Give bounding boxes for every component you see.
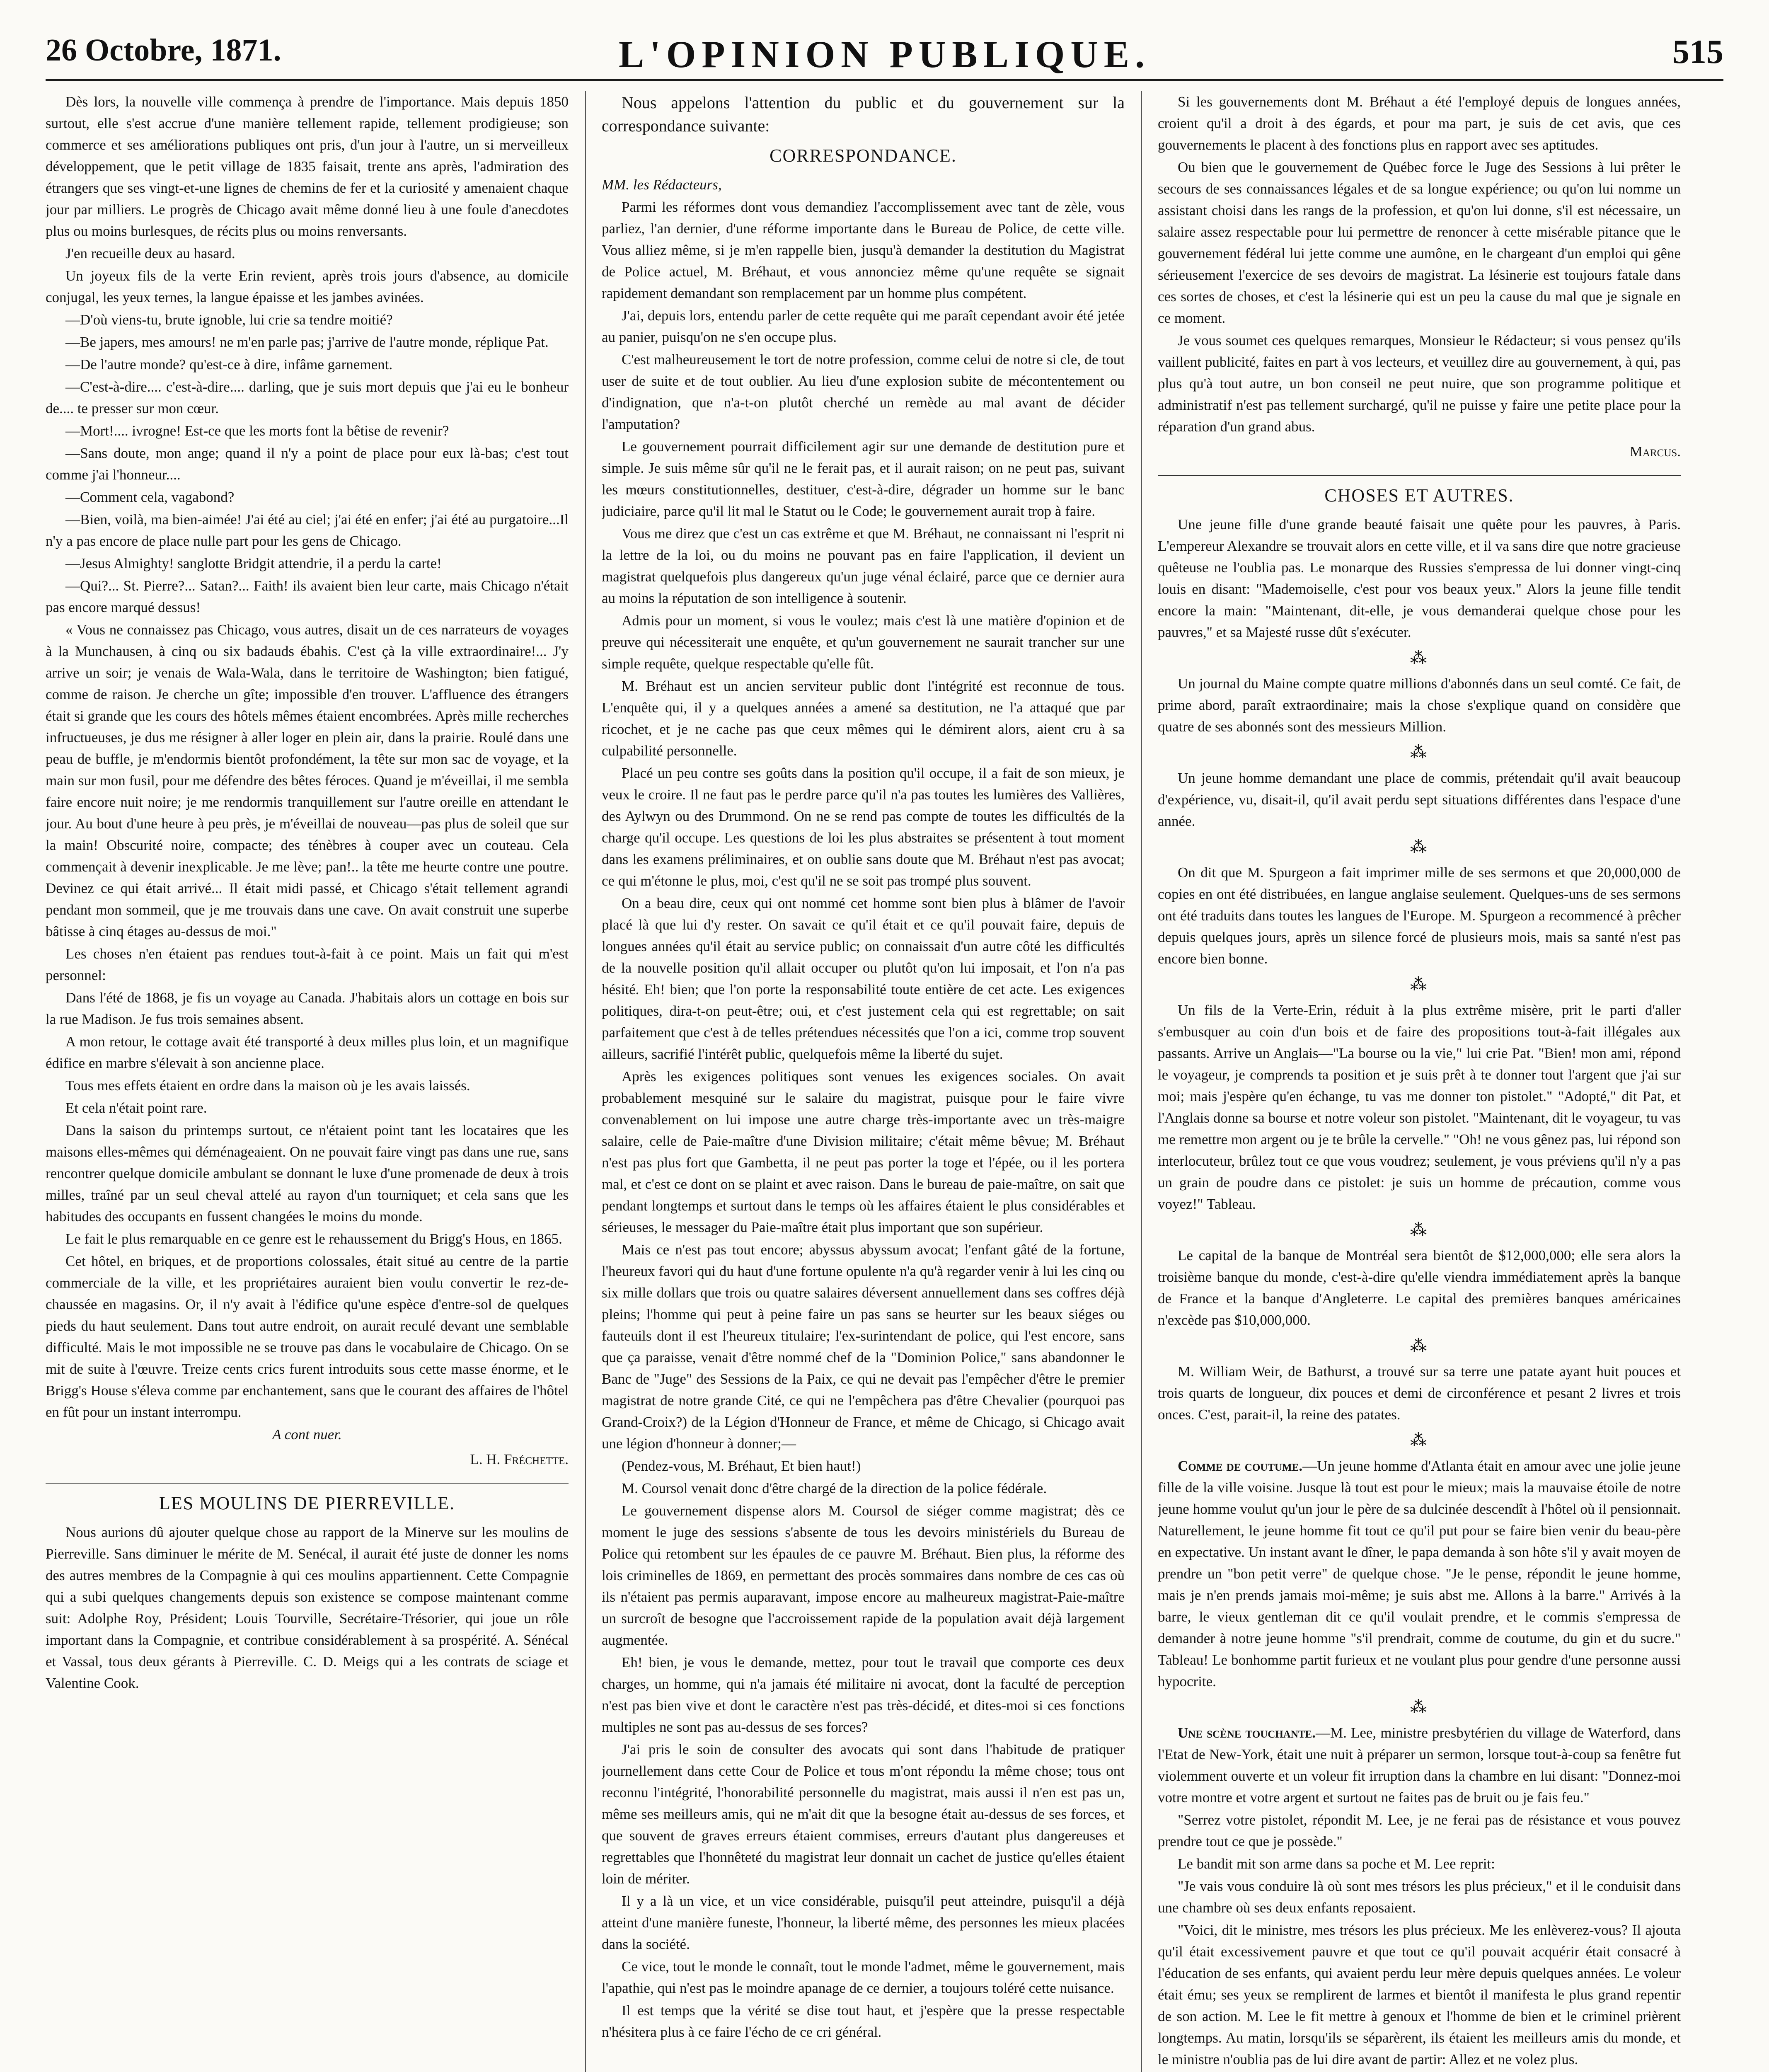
paragraph: Eh! bien, je vous le demande, mettez, pour tout le travail que comporte ces deux charges, un homme, qui n'a jamais été militaire ni avocat, dont la faculté de perception n'est pas bien vive et dont le caractère n'est pas très-décidé, et dites-moi si ces fonctions multiples ne sont pas au-dessus de ses forces? xyxy=(602,1654,1125,1735)
paragraph: —Mort!.... ivrogne! Est-ce que les morts font la bêtise de revenir? xyxy=(65,423,449,439)
news-item: Un journal du Maine compte quatre millions d'abonnés dans un seul comté. Ce fait, de prime abord, paraît extraordinaire; mais la chose s'explique quand on considère que quatre de ses abonnés sont des messieurs Million. xyxy=(1158,675,1681,735)
asterism: ⁂ xyxy=(1410,1431,1428,1450)
letter-salutation: MM. les Rédacteurs, xyxy=(602,177,722,193)
paragraph: (Pendez-vous, M. Bréhaut, Et bien haut!) xyxy=(622,1458,861,1474)
paragraph: —Comment cela, vagabond? xyxy=(65,489,235,505)
comme-item xyxy=(1158,1455,1681,1692)
paragraph: Dans la saison du printemps surtout, ce n'étaient point tant les locataires que les maisons elles-mêmes qui déménageaient. On ne pouvait faire vingt pas dans une rue, sans rencontrer quelque domicile ambulant se donnant le luxe d'une promenade de deux à trois milles, traîné par un seul cheval attelé au rayon d'un tourniquet; et cela sans que les habitudes des occupants en fussent changées le moins du monde. xyxy=(46,1122,569,1225)
item-text: —Un jeune homme d'Atlanta était en amour avec une jolie jeune fille de la ville voisine. Jusque là tout est pour le mieux; mais la mauvaise étoile de notre jeune homme voulut qu'un jour le père de sa dulcinée descendît à l'hôtel où il pensionnait. Naturellement, le jeune homme fit tout ce qu'il put pour se faire bien venir du beau-père en expectative. Un instant avant le dîner, le papa demanda à son hôte s'il y avait moyen de prendre un "bon petit verre" de quelque chose. "Je le pense, répondit le jeune homme, mais je n'en prends jamais moi-même; je suis abst me. Allons à la barre." Arrivés à la barre, le vieux gentleman dit ce qu'il voulait prendre, et le commis s'empressa de demander à notre jeune homme "s'il prendrait, comme de coutume, du gin et du sucre." Tableau! Le bonhomme partit furieux et ne voulant plus pour gendre d'une personne aussi hypocrite. xyxy=(1158,1458,1681,1690)
asterism: ⁂ xyxy=(1410,1220,1428,1239)
paragraph: Ce vice, tout le monde le connaît, tout le monde l'admet, même le gouvernement, mais l'apathie, qui n'est pas le moindre apanage de ce dernier, a toujours toléré cette nuisance. xyxy=(602,1958,1125,1996)
news-item: Une jeune fille d'une grande beauté faisait une quête pour les pauvres, à Paris. L'empereur Alexandre se trouvait alors en cette ville, et il va sans dire que notre gracieuse quêteuse ne l'oublia pas. Le monarque des Russies s'empressa de lui donner vingt-cinq louis en disant: "Mademoiselle, c'est pour vos beaux yeux." Alors la jeune fille tendit encore la main: "Maintenant, dit-elle, je vous demanderai quelque chose pour les pauvres," et sa Majesté russe dût s'exécuter. xyxy=(1158,516,1681,640)
paragraph: —Sans doute, mon ange; quand il n'y a point de place pour eux là-bas; c'est tout comme j'ai l'honneur.... xyxy=(46,445,569,483)
page-number: 515 xyxy=(1672,33,1723,70)
choses-heading: CHOSES ET AUTRES. xyxy=(1158,475,1681,506)
page-header xyxy=(46,17,1723,81)
correspondence-letter xyxy=(602,196,1125,2043)
column-rule xyxy=(1141,91,1142,2072)
paragraph: Tous mes effets étaient en ordre dans la maison où je les avais laissés. xyxy=(65,1077,470,1094)
paragraph: Parmi les réformes dont vous demandiez l'accomplissement avec tant de zèle, vous parliez, l'an dernier, d'une réforme importante dans le Bureau de Police, de cette ville. Vous alliez même, si je m'en rappelle bien, jusqu'à demander la destitution du Magistrat de Police actuel, M. Bréhaut, et vous annonciez même qu'une requête se signait rapidement demandant son remplacement par un homme plus compétent. xyxy=(602,199,1125,301)
paragraph: J'ai pris le soin de consulter des avocats qui sont dans l'habitude de pratiquer journellement dans cette Cour de Police et tous m'ont répondu la même chose; tous ont reconnu l'intégrité, l'honorabilité personnelle du magistrat, mais aussi il n'en est pas un, même ses meilleurs amis, qui ne m'ait dit que la besogne était au-dessus de ses forces, et que souvent de graves erreurs étaient commises, erreurs d'autant plus dangereuses et regrettables que l'honnêteté du magistrat leur donnait un cachet de justice qu'elles étaient loin de mériter. xyxy=(602,1741,1125,1887)
news-item: On dit que M. Spurgeon a fait imprimer mille de ses sermons et que 20,000,000 de copies en ont été distribuées, en langue anglaise seulement. Quelques-uns de ses sermons ont été traduits dans toutes les langues de l'Europe. M. Spurgeon a recommencé à prêcher depuis quelques jours, après un silence forcé de plusieurs mois, mais sa santé n'est pas encore bien bonne. xyxy=(1158,864,1681,967)
asterism: ⁂ xyxy=(1410,975,1428,994)
paragraph: —Jesus Almighty! sanglotte Bridgit attendrie, il a perdu la carte! xyxy=(65,555,442,571)
continued-note: A cont nuer. xyxy=(272,1426,342,1443)
correspondence-intro: Nous appelons l'attention du public et du gouvernement sur la correspondance suivante: xyxy=(602,93,1125,135)
paragraph: Placé un peu contre ses goûts dans la position qu'il occupe, il a fait de son mieux, je veux le croire. Il ne faut pas le perdre parce qu'il n'a pas toutes les lumières des Vallières, des Aylwyn ou des Drummond. On ne se rend pas compte de toutes les difficultés de la charge qu'il occupe. Les questions de loi les plus abstraites se présentent à tout moment dans les examens préliminaires, et on oublie sans doute que M. Bréhaut n'est pas avocat; ce qui m'étonne le plus, moi, c'est qu'il ne se soit pas trompé plus souvent. xyxy=(602,765,1125,889)
paragraph: —Be japers, mes amours! ne m'en parle pas; j'arrive de l'autre monde, réplique Pat. xyxy=(65,334,549,350)
scene-paragraph: "Serrez votre pistolet, répondit M. Lee, je ne ferai pas de résistance et vous pouvez prendre tout ce que je possède." xyxy=(1158,1812,1681,1849)
paragraph: M. Bréhaut est un ancien serviteur public dont l'intégrité est reconnue de tous. L'enquête qui, il y a quelques années a amené sa destitution, ne l'a attaqué que par ricochet, et je ne cache pas que ceux mêmes qui le démirent alors, aient cru à sa culpabilité personnelle. xyxy=(602,678,1125,759)
paragraph: A mon retour, le cottage avait été transporté à deux milles plus loin, et un magnifique édifice en marbre s'élevait à son ancienne place. xyxy=(46,1034,569,1071)
scene-paragraph: "Voici, dit le ministre, mes trésors les plus précieux. Me les enlèverez-vous? Il ajouta qu'il était excessivement pauvre et que tout ce qu'il pouvait acquérir était consacré à l'éducation de ses enfants, qui avaient perdu leur mère depuis quelques années. Le voleur était ému; ses yeux se remplirent de larmes et bientôt il manifesta le plus grand repentir de son action. M. Lee le fit mettre à genoux et l'homme de bien et le criminel prièrent longtemps. Au matin, lorsqu'ils se séparèrent, ils étaient les meilleurs amis du monde, et le ministre n'oublia pas de lui dire avant de partir: Allez et ne volez plus. xyxy=(1158,1922,1681,2067)
paragraph: Vous me direz que c'est un cas extrême et que M. Bréhaut, ne connaissant ni l'esprit ni la lettre de la loi, ou du moins ne pouvant pas en faire l'application, il devient un magistrat quelquefois plus dangereux qu'un juge vénal éclairé, parce que ce dernier aura au moins la réputation de son intelligence à soutenir. xyxy=(602,525,1125,606)
paragraph: Le gouvernement dispense alors M. Coursol de siéger comme magistrat; dès ce moment le juge des sessions s'absente de tous les devoirs ministériels du Bureau de Police qui retombent sur les épaules de ce pauvre M. Bréhaut. Bien plus, la réforme des lois criminelles de 1869, en permettant des procès sommaires dans nombre de ces cas où ils n'étaient pas permis auparavant, impose encore au malheureux magistrat-Paie-maître un surcroît de besogne que l'accroissement rapide de la population avait déjà largement augmentée. xyxy=(602,1503,1125,1648)
column-2 xyxy=(602,91,1125,2072)
article-signature: L. H. Fréchette. xyxy=(470,1451,569,1467)
asterism: ⁂ xyxy=(1410,649,1428,667)
paragraph: Il y a là un vice, et un vice considérable, puisqu'il peut atteindre, puisqu'il a déjà atteint d'une manière funeste, l'honneur, la liberté même, des personnes les mieux placées dans la société. xyxy=(602,1893,1125,1952)
paragraph: —De l'autre monde? qu'est-ce à dire, infâme garnement. xyxy=(65,356,393,373)
paragraph: Ou bien que le gouvernement de Québec force le Juge des Sessions à lui prêter le secours de ses connaissances légales et de sa longue expérience; ou qu'on lui nomme un assistant choisi dans les rangs de la profession, et qu'on lui donne, s'il est nécessaire, un salaire assez respectable pour lui permettre de renoncer à cette misérable pitance que le gouvernement fédéral lui jette comme une aumône, en le chargeant d'un emploi qui gêne sérieusement l'exercice de ses devoirs de magistrat. La lésinerie est toujours fatale dans ces sortes de choses, et c'est la lésinerie qui est un peu la cause du mal que je signale en ce moment. xyxy=(1158,159,1681,326)
item-text: —M. Lee, ministre presbytérien du village de Waterford, dans l'Etat de New-York, était une nuit à préparer un sermon, lorsque tout-à-coup sa fenêtre fut violemment ouverte et un voleur fit irruption dans la chambre en lui disant: "Donnez-moi votre montre et votre argent et surtout ne faites pas de bruit ou je fais feu." xyxy=(1158,1725,1681,1806)
asterism: ⁂ xyxy=(1410,838,1428,856)
columns xyxy=(46,91,1723,2072)
correspondence-heading: CORRESPONDANCE. xyxy=(770,145,957,166)
paragraph: On a beau dire, ceux qui ont nommé cet homme sont bien plus à blâmer de l'avoir placé là que lui d'y rester. On savait ce qu'il était et ce qu'il pouvait faire, depuis de longues années qu'il était au service public; on connaissait d'un autre côté les difficultés de la nouvelle position qu'il allait occuper ou plutôt qu'on lui imposait, et l'on n'a pas hésité. Eh! bien; que l'on porte la responsabilité toute entière de cet acte. Les exigences politiques, dira-t-on peut-être; oui, et c'est justement cela qui est regrettable; on sait parfaitement que c'est à de telles prétendues nécessités que l'on a ici, comme trop souvent ailleurs, sacrifié l'intérêt public, quelquefois même la liberté du sujet. xyxy=(602,895,1125,1062)
paragraph: Un joyeux fils de la verte Erin revient, après trois jours d'absence, au domicile conjugal, les yeux ternes, la langue épaisse et les jambes avinées. xyxy=(46,268,569,305)
paragraph: Et cela n'était point rare. xyxy=(65,1100,207,1116)
paragraph: Mais ce n'est pas tout encore; abyssus abyssum avocat; l'enfant gâté de la fortune, l'heureux favori qui du haut d'une fortune opulente n'a qu'à regarder venir à lui les cinq ou six mille dollars que trois ou quatre salaires déversent annuellement dans ses coffres déjà pleins; l'homme qui peut à peine faire un pas sans se heurter sur les beaux siéges ou fauteuils dont il est l'heureux titulaire; l'ex-surintendant de police, qui l'est encore, sans que ça paraisse, venait d'être nommé chef de la "Dominion Police," sans abandonner le Banc de "Juge" des Sessions de la Paix, ce qui ne devait pas l'empêcher d'être le premier magistrat de notre grande Cité, ce qui ne l'empêchera pas d'être Chevalier (pourquoi pas Grand-Croix?) de la Légion d'Honneur de France, et même de Chicago, si Chicago avait une légion d'honneur à donner;— xyxy=(602,1242,1125,1452)
scene-item xyxy=(1158,1722,1681,2070)
column-rule xyxy=(585,91,586,2072)
asterism: ⁂ xyxy=(1410,1698,1428,1716)
paragraph: Je vous soumet ces quelques remarques, Monsieur le Rédacteur; si vous pensez qu'ils vaillent publicité, faites en part à vos lecteurs, et veuillez dire au gouvernement, à qui, pas plus qu'à tout autre, un bon conseil ne peut nuire, que son programme politique et administratif n'est pas tellement surchargé, qu'il ne puisse y faire une petite place pour la réparation d'un grand abus. xyxy=(1158,332,1681,435)
item-kicker: Une scène touchante. xyxy=(1178,1725,1316,1741)
paragraph: C'est malheureusement le tort de notre profession, comme celui de notre si cle, de tout user de suite et de tout oublier. Au lieu d'une explosion subite de mécontentement ou d'indignation, que n'a-t-on plutôt cherché un remède au mal avant de décider l'amputation? xyxy=(602,351,1125,432)
paragraph: Cet hôtel, en briques, et de proportions colossales, était situé au centre de la partie commerciale de la ville, et les propriétaires auraient bien voulu convertir le rez-de-chaussée en magasins. Or, il n'y avait à l'édifice qu'une espèce d'entre-sol de quelques pieds du haut seulement. Dans tout autre endroit, on aurait reculé devant une semblable difficulté. Mais le mot impossible ne se trouve pas dans le vocabulaire de Chicago. On se mit de suite à l'œuvre. Treize cents crics furent introduits sous cette masse énorme, et le Brigg's House s'éleva comme par enchantement, sans que le courant des affaires de l'hôtel en fût pour un instant interrompu. xyxy=(46,1253,569,1420)
chicago-article xyxy=(46,91,569,1423)
letter-conclusion xyxy=(1158,91,1681,438)
paragraph: Admis pour un moment, si vous le voulez; mais c'est là une matière d'opinion et de preuve qui nécessiterait une enquête, et qu'un gouvernement ne saurait trancher sur une simple requête, quelque respectable qu'elle fût. xyxy=(602,612,1125,672)
paragraph: Si les gouvernements dont M. Bréhaut a été l'employé depuis de longues années, croient qu'il a droit à des égards, et pour ma part, je suis de cet avis, que ces gouvernements le placent à des fonctions plus en rapport avec ses aptitudes. xyxy=(1158,94,1681,153)
moulins-paragraph: Nous aurions dû ajouter quelque chose au rapport de la Minerve sur les moulins de Pierreville. Sans diminuer le mérite de M. Senécal, il aurait été juste de donner les noms des autres membres de la Compagnie à qui ces moulins appartiennent. Cette Compagnie qui a subi quelques changements depuis son existence se compose maintenant comme suit: Adolphe Roy, Président; Louis Tourville, Secrétaire-Trésorier, qui joue un rôle important dans la Compagnie, et contribue considérablement à sa prospérité. A. Sénécal et Vassal, tous deux gérants à Pierreville. C. D. Meigs qui a les contrats de sciage et Valentine Cook. xyxy=(46,1524,569,1691)
news-item: Un jeune homme demandant une place de commis, prétendait qu'il avait beaucoup d'expérience, vu, disait-il, qu'il avait perdu sept situations différentes dans l'espace d'une année. xyxy=(1158,770,1681,829)
paragraph: —C'est-à-dire.... c'est-à-dire.... darling, que je suis mort depuis que j'ai eu le bonheur de.... te presser sur mon cœur. xyxy=(46,379,569,416)
paragraph: Les choses n'en étaient pas rendues tout-à-fait à ce point. Mais un fait qui m'est personnel: xyxy=(46,946,569,983)
paragraph: Le fait le plus remarquable en ce genre est le rehaussement du Brigg's Hous, en 1865. xyxy=(65,1231,562,1247)
column-3 xyxy=(1158,91,1681,2072)
news-items xyxy=(1158,514,1681,1426)
paragraph: Le gouvernement pourrait difficilement agir sur une demande de destitution pure et simple. Je suis même sûr qu'il ne le ferait pas, et il aurait raison; on ne peut pas, suivant les mœurs constitutionnelles, destituer, c'est-à-dire, dégrader un homme sur le banc judiciaire, parce qu'il lit mal le Statut ou le Code; le gouvernement aurait trop à faire. xyxy=(602,438,1125,519)
masthead-title: L'OPINION PUBLIQUE. xyxy=(618,33,1151,75)
issue-date: 26 Octobre, 1871. xyxy=(46,33,281,68)
letter-signature: Marcus. xyxy=(1629,443,1681,460)
paragraph: —Qui?... St. Pierre?... Satan?... Faith! ils avaient bien leur carte, mais Chicago n'était pas encore marqué dessus! xyxy=(46,578,569,615)
news-item: Le capital de la banque de Montréal sera bientôt de $12,000,000; elle sera alors la troisième banque du monde, c'est-à-dire qu'elle viendra immédiatement après la banque de France et la banque d'Angleterre. Le capital des premières banques américaines n'excède pas $10,000,000. xyxy=(1158,1247,1681,1328)
column-1 xyxy=(46,91,569,2072)
paragraph: —D'où viens-tu, brute ignoble, lui crie sa tendre moitié? xyxy=(65,312,393,328)
scene-paragraph: "Je vais vous conduire là où sont mes trésors les plus précieux," et il le conduisit dans une chambre où ses deux enfants reposaient. xyxy=(1158,1878,1681,1916)
news-item: Un fils de la Verte-Erin, réduit à la plus extrême misère, prit le parti d'aller s'embusquer au coin d'un bois et de faire des propositions tout-à-fait illégales aux passants. Arrive un Anglais—"La bourse ou la vie," lui crie Pat. "Bien! mon ami, répond le voyageur, je comprends ta position et je suis prêt à te donner tout l'argent que j'ai sur moi; mais j'espère qu'en échange, tu vas me donner ton pistolet." "Adopté," dit Pat, et l'Anglais donne sa bourse et notre voleur son pistolet. "Maintenant, dit le voyageur, tu vas me remettre mon argent ou je te brûle la cervelle." "Oh! ne vous gênez pas, lui répond son interlocuteur, brûlez tout ce que vous voudrez; seulement, je vous préviens qu'il n'y a pas un grain de poudre dans ce pistolet: je suis un homme de précaution, comme vous voyez!" Tableau. xyxy=(1158,1002,1681,1212)
moulins-heading: LES MOULINS DE PIERREVILLE. xyxy=(46,1483,569,1514)
paragraph: —Bien, voilà, ma bien-aimée! J'ai été au ciel; j'ai été en enfer; j'ai été au purgatoire...Il n'y a pas encore de place nulle part pour les gens de Chicago. xyxy=(46,511,569,549)
paragraph: M. Coursol venait donc d'être chargé de la direction de la police fédérale. xyxy=(622,1480,1047,1496)
paragraph: J'en recueille deux au hasard. xyxy=(65,245,235,261)
scene-paragraph: Le bandit mit son arme dans sa poche et M. Lee reprit: xyxy=(1178,1856,1495,1872)
asterism: ⁂ xyxy=(1410,743,1428,762)
asterism: ⁂ xyxy=(1410,1336,1428,1355)
news-item: M. William Weir, de Bathurst, a trouvé sur sa terre une patate ayant huit pouces et trois quarts de longueur, dix pouces et demi de circonférence et pesant 2 livres et trois onces. C'est, parait-il, la reine des patates. xyxy=(1158,1363,1681,1423)
paragraph: « Vous ne connaissez pas Chicago, vous autres, disait un de ces narrateurs de voyages à la Munchausen, à cinq ou six badauds ébahis. C'est çà la ville extraordinaire!... J'y arrive un soir; je venais de Wala-Wala, dans le territoire de Washington; bien fatigué, comme de raison. Je cherche un gîte; impossible d'en trouver. L'affluence des étrangers était si grande que les cours des hôtels mêmes étaient encombrées. Après mille recherches infructueuses, je dus me résigner à aller loger en plein air, dans la prairie. Roulé dans une peau de buffle, je m'endormis bientôt profondément, la tête sur mon sac de voyage, et la main sur mon fusil, pour me défendre des bêtes féroces. Quand je m'éveillai, il me sembla faire encore nuit noire; je me rendormis tranquillement sur l'autre oreille en attendant le jour. Au bout d'une heure à peu près, je m'éveillai de nouveau—pas plus de soleil que sur la main! Obscurité noire, compacte; des ténèbres à couper avec un couteau. Cela commençait à devenir inexplicable. Je me lève; pan!.. la tête me heurte contre une poutre. Devinez ce qui était arrivé... Il était midi passé, et Chicago s'était tellement agrandi pendant mon sommeil, que je me trouvais dans une cave. On avait construit une superbe bâtisse à cinq étages au-dessus de moi." xyxy=(46,622,569,939)
paragraph: Dès lors, la nouvelle ville commença à prendre de l'importance. Mais depuis 1850 surtout, elle s'est accrue d'une manière tellement rapide, tellement prodigieuse; son commerce et ses améliorations publiques ont pris, d'un jour à l'autre, un si merveilleux développement, que le petit village de 1835 faisait, trente ans après, l'admiration des étrangers que ses vingt-et-une lignes de chemins de fer et la curiosité y amenaient chaque jour par milliers. Le progrès de Chicago avait même donné lieu à une foule d'anecdotes plus ou moins burlesques, de récits plus ou moins renversants. xyxy=(46,94,569,239)
scene-paragraph xyxy=(1158,1722,1681,1808)
paragraph: Dans l'été de 1868, je fis un voyage au Canada. J'habitais alors un cottage en bois sur la rue Madison. Je fus trois semaines absent. xyxy=(46,990,569,1027)
paragraph: J'ai, depuis lors, entendu parler de cette requête qui me paraît cependant avoir été jetée au panier, puisqu'on ne s'en occupe plus. xyxy=(602,307,1125,345)
paragraph: Après les exigences politiques sont venues les exigences sociales. On avait probablement mesquiné sur le salaire du magistrat, puisque pour le faire vivre convenablement on lui impose une autre charge très-importante avec un très-maigre salaire, celle de Paie-maître d'une Division militaire; c'était même bêvue; M. Bréhaut n'est pas plus fort que Gambetta, il ne peut pas porter la toge et l'épée, ou il les portera mal, et c'est ce dont on se plaint et avec raison. Dans le bureau de paie-maître, on sait que pendant longtemps et surtout dans le temps où les affaires étaient le plus considérables et sérieuses, le messager du Paie-maître était plus important que son supérieur. xyxy=(602,1068,1125,1235)
item-kicker: Comme de coutume. xyxy=(1178,1458,1303,1474)
paragraph: Il est temps que la vérité se dise tout haut, et j'espère que la presse respectable n'hésitera plus à ce faire l'écho de ce cri général. xyxy=(602,2002,1125,2040)
